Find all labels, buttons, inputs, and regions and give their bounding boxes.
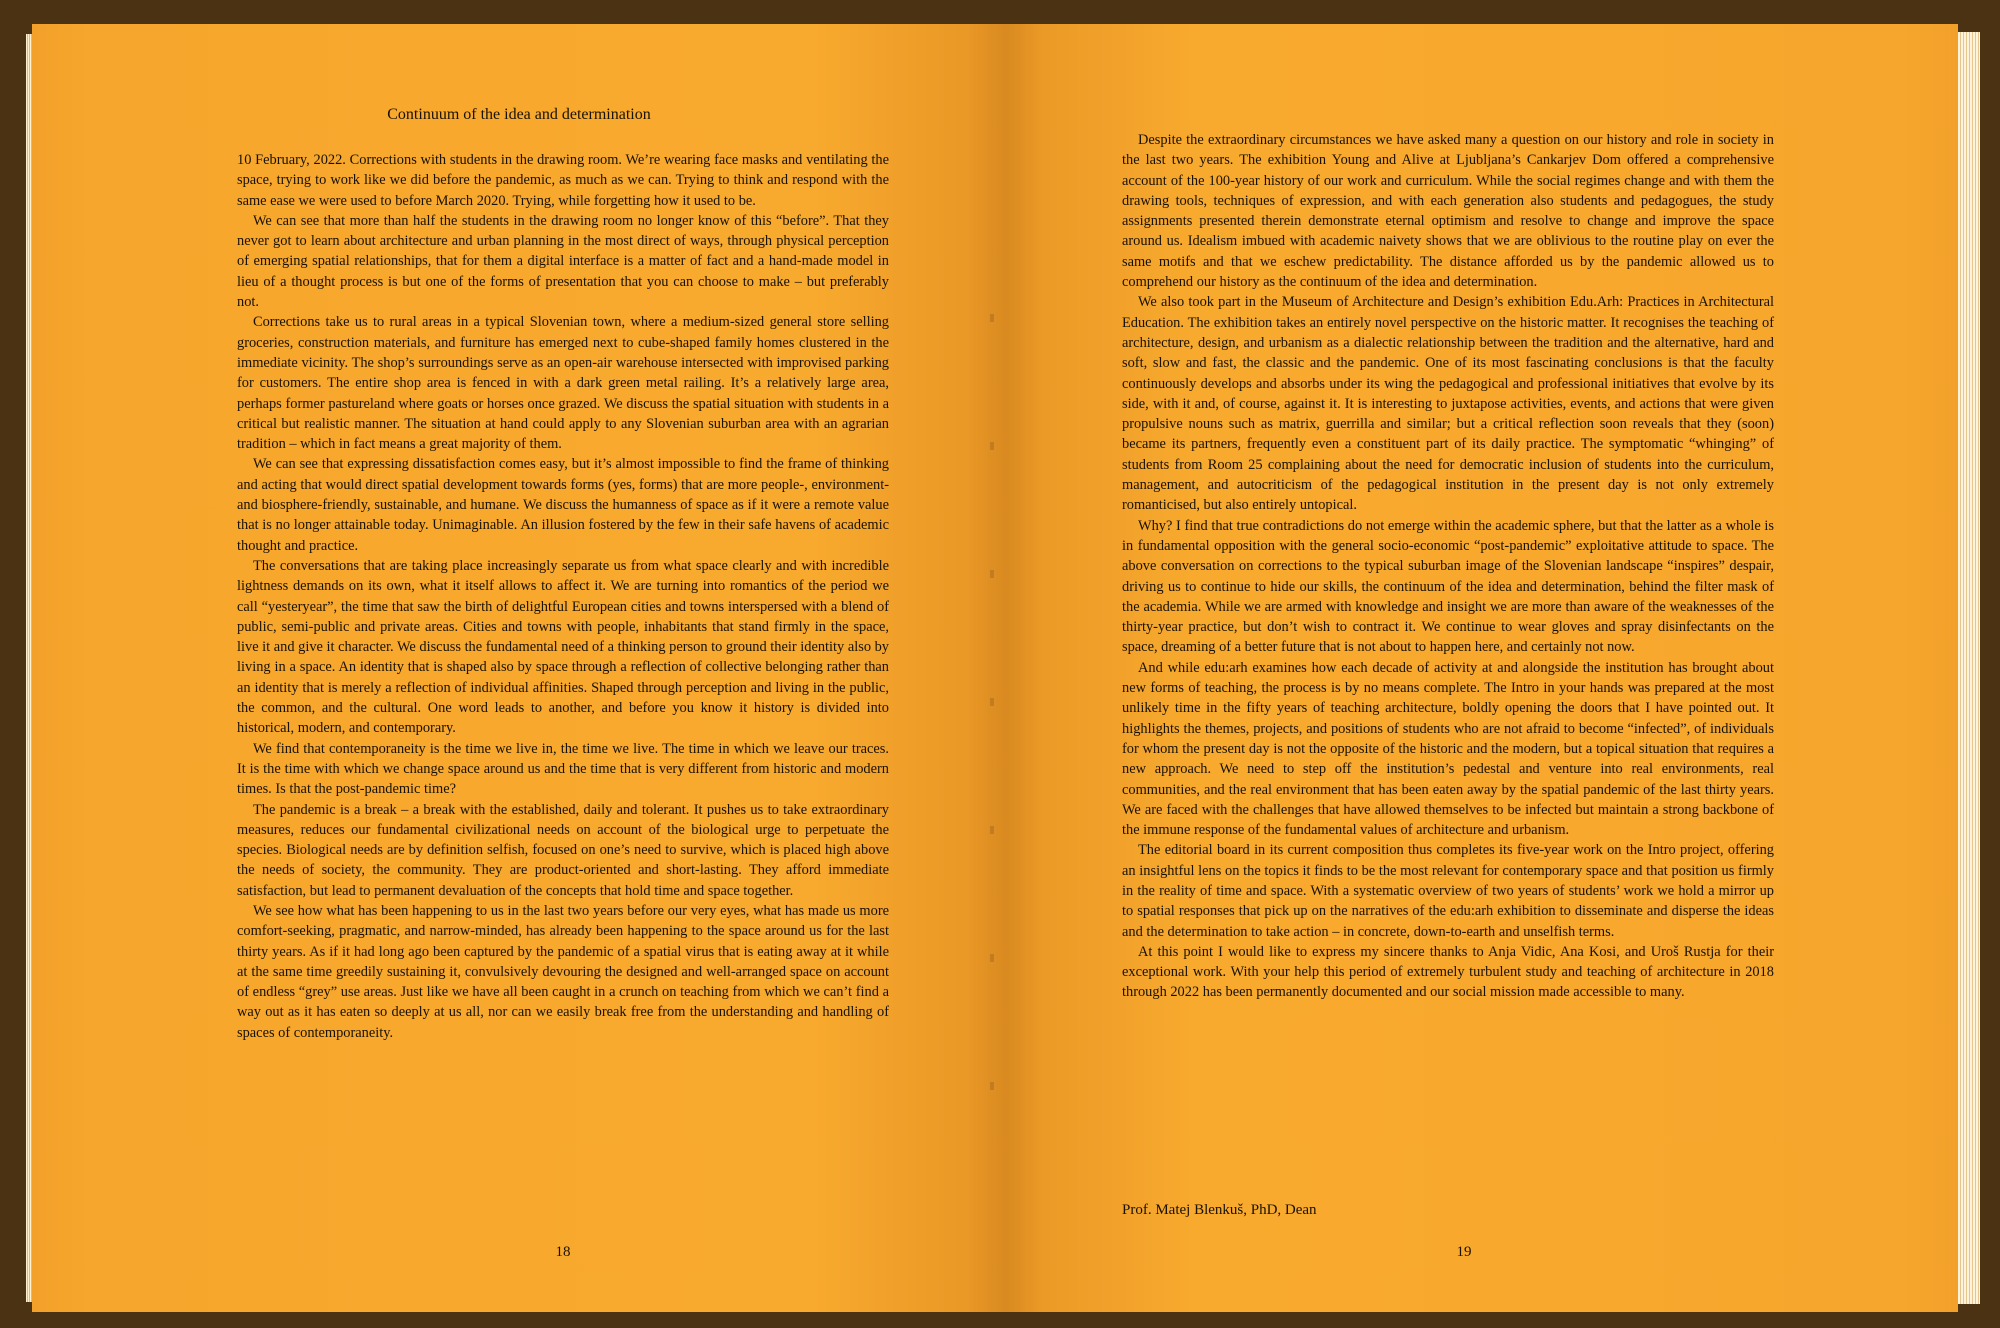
paragraph: 10 February, 2022. Corrections with students in the drawing room. We’re wearing face masks and ventilating the space, trying to work like we did before the pandemic, as much as we can. Trying to think and respond with the same ease we were used to before March 2020. Trying, while forgetting how it used to be. [237,152,889,209]
paragraph: Despite the extraordinary circumstances we have asked many a question on our history and role in society in the last two years. The exhibition Young and Alive at Ljubljana’s Cankarjev Dom offered a comprehensive account of the 100-year history of our work and curriculum. While the social regimes change and with them the drawing tools, techniques of expression, and with each generation also students and pedagogues, the study assignments presented therein demonstrate eternal optimism and resolve to change and improve the space around us. Idealism imbued with academic naivety shows that we are oblivious to the routine play on ever the same motifs and that we eschew predictability. The distance afforded us by the pandemic allowed us to comprehend our history as the continuum of the idea and determination. [1122,132,1774,291]
book-spread [32,24,1980,1312]
right-page-edges [1958,32,1980,1304]
paragraph: We find that contemporaneity is the time we live in, the time we live. The time in which we leave our traces. It is the time with which we change space around us and the time that is very different from historic and modern times. Is that the post-pandemic time? [237,740,889,798]
page-number-right: 19 [1456,1244,1472,1260]
right-body-text [1122,130,1774,1003]
paragraph: The pandemic is a break – a break with the established, daily and tolerant. It pushes us to take extraordinary measures, reduces our fundamental civilizational needs on account of the biological urge to perpetuate the species. Biological needs are by definition selfish, focused on one’s need to survive, which is placed high above the needs of society, the community. They are product-oriented and short-lasting. They afford immediate satisfaction, but lead to permanent devaluation of the concepts that hold time and space together. [237,801,889,899]
paragraph: Why? I find that true contradictions do not emerge within the academic sphere, but that the latter as a whole is in fundamental opposition with the general socio-economic “post-pandemic” exploitative attitude to space. The above conversation on corrections to the typical suburban image of the Slovenian landscape “inspires” despair, driving us to continue to hide our skills, the continuum of the idea and determination, behind the filter mask of the academia. While we are armed with knowledge and insight we are more than aware of the weaknesses of the thirty-year practice, but don’t wish to contract it. We continue to wear gloves and spray disinfectants on the space, dreaming of a better future that is not about to happen here, and certainly not now. [1122,517,1774,656]
signature-line: Prof. Matej Blenkuš, PhD, Dean [1122,1202,1317,1218]
paragraph: We see how what has been happening to us in the last two years before our very eyes, what has made us more comfort-seeking, pragmatic, and narrow-minded, has already been happening to the space around us for the last thirty years. As if it had long ago been captured by the pandemic of a spatial virus that is eating away at it while at the same time greedily sustaining it, convulsively devouring the designed and well-arranged space on account of endless “grey” use areas. Just like we have all been caught in a crunch on teaching from which we can’t find a way out as it has eaten so deeply at us all, nor can we easily break free from the understanding and handling of spaces of contemporaneity. [237,902,889,1041]
paragraph: And while edu:arh examines how each decade of activity at and alongside the institution has brought about new forms of teaching, the process is by no means complete. The Intro in your hands was prepared at the most unlikely time in the fifty years of teaching architecture, boldly opening the doors that I have pointed out. It highlights the themes, projects, and positions of students who are not afraid to become “infected”, of individuals for whom the present day is not the opposite of the historic and the modern, but a topical situation that requires a new approach. We need to step off the institution’s pedestal and venture into real environments, real communities, and the real environment that has been eaten away by the spatial pandemic of the last thirty years. We are faced with the challenges that have allowed themselves to be infected but maintain a strong backbone of the immune response of the fundamental values of architecture and urbanism. [1122,659,1774,839]
left-page [32,24,1006,1312]
paragraph: We can see that more than half the students in the drawing room no longer know of this “before”. That they never got to learn about architecture and urban planning in the most direct of ways, through physical perception of emerging spatial relationships, that for them a digital interface is a matter of fact and a hand-made model in lieu of a thought process is but one of the forms of presentation that you can choose to make – but preferably not. [237,212,889,311]
paragraph: We can see that expressing dissatisfaction comes easy, but it’s almost impossible to find the frame of thinking and acting that would direct spatial development towards forms (yes, forms) that are more people-, environment- and biosphere-friendly, sustainable, and humane. We discuss the humanness of space as if it were a remote value that is no longer attainable today. Unimaginable. An illusion fostered by the few in their safe havens of academic thought and practice. [237,456,889,554]
paragraph: We also took part in the Museum of Architecture and Design’s exhibition Edu.Arh: Practices in Architectural Education. The exhibition takes an entirely novel perspective on the historic matter. It recognises the teaching of architecture, design, and urbanism as a dialectic relationship between the tradition and the alternative, hard and soft, slow and fast, the classic and the pandemic. One of its most fascinating conclusions is that the faculty continuously develops and absorbs under its wing the pedagogical and professional initiatives that evolve by its side, with it and, of course, against it. It is interesting to juxtapose activities, events, and actions that were given propulsive nouns such as matrix, guerrilla and similar; but a critical reflection soon reveals that they (soon) became its partners, frequently even a constituent part of its daily practice. The symptomatic “whinging” of students from Room 25 complaining about the need for democratic inclusion of students into the curriculum, management, and autocriticism of the pedagogical institution in the present day is not only extremely romanticised, but also entirely untopical. [1122,294,1774,514]
left-page-edges [26,34,32,1302]
page-number-left: 18 [555,1244,571,1260]
running-head: Continuum of the idea and determination [387,106,651,123]
paragraph: Corrections take us to rural areas in a typical Slovenian town, where a medium-sized general store selling groceries, construction materials, and furniture has emerged next to cube-shaped family homes clustered in the immediate vicinity. The shop’s surroundings serve as an open-air warehouse intersected with improvised parking for customers. The entire shop area is fenced in with a dark green metal railing. It’s a relatively large area, perhaps former pastureland where goats or horses once grazed. We discuss the spatial situation with students in a critical but realistic manner. The situation at hand could apply to any Slovenian suburban area with an agrarian tradition – which in fact means a great majority of them. [237,314,889,453]
paragraph: The editorial board in its current composition thus completes its five-year work on the Intro project, offering an insightful lens on the topics it finds to be the most relevant for contemporary space and that position us firmly in the reality of time and space. With a systematic overview of two years of students’ work we hold a mirror up to spatial responses that pick up on the narratives of the edu:arh exhibition to disseminate and disperse the ideas and the determination to take action – in concrete, down-to-earth and unselfish terms. [1122,842,1774,940]
right-page [1006,24,1958,1312]
paragraph: At this point I would like to express my sincere thanks to Anja Vidic, Ana Kosi, and Uroš Rustja for their exceptional work. With your help this period of extremely turbulent study and teaching of architecture in 2018 through 2022 has been permanently documented and our social mission made accessible to many. [1122,943,1774,1001]
paragraph: The conversations that are taking place increasingly separate us from what space clearly and with incredible lightness demands on its own, what it itself allows to affect it. We are turning into romantics of the period we call “yesteryear”, the time that saw the birth of delightful European cities and towns interspersed with a blend of public, semi-public and private areas. Cities and towns with people, inhabitants that stand firmly in the space, live it and give it character. We discuss the fundamental need of a thinking person to ground their identity also by living in a space. An identity that is shaped also by space through a reflection of collective belonging rather than an identity that is merely a reflection of individual affinities. Shaped through perception and living in the public, the common, and the cultural. One word leads to another, and before you know it history is divided into historical, modern, and contemporary. [237,557,889,737]
gutter-stitching [990,194,994,1194]
left-body-text [237,150,889,1043]
